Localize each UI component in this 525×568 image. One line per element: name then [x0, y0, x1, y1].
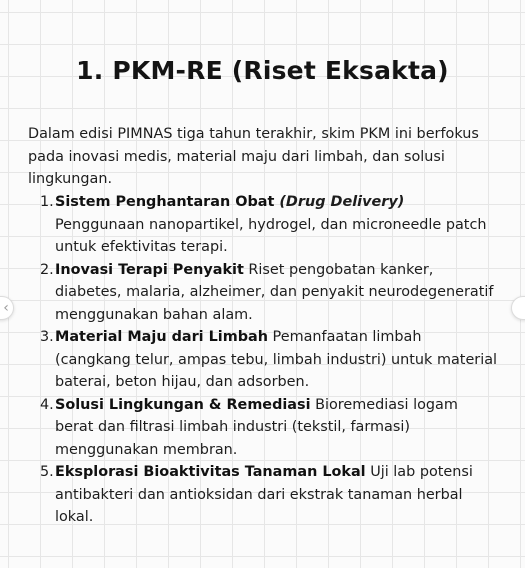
list-item-number: 2. [40, 261, 54, 278]
list-item [28, 259, 498, 327]
list-item-number: 1. [40, 194, 54, 210]
list-item [28, 461, 498, 529]
list-item-number: 3. [40, 329, 54, 345]
research-topic-list [28, 191, 498, 529]
slide-title: 1. PKM-RE (Riset Eksakta) [76, 56, 449, 85]
list-item-description: Uji lab potensi antibakteri dan antioksidan dari ekstrak tanaman herbal lokal. [55, 464, 473, 525]
list-item-title: Material Maju dari Limbah [55, 329, 268, 345]
list-item-title: Inovasi Terapi Penyakit [55, 261, 244, 278]
list-item [28, 191, 498, 259]
list-item-description: Pemanfaatan limbah (cangkang telur, ampas tebu, limbah industri) untuk material baterai, beton hijau, dan adsorben. [55, 329, 498, 390]
list-item-number: 4. [40, 396, 54, 413]
list-item-description: Riset pengobatan kanker, diabetes, malaria, alzheimer, dan penyakit neurodegeneratif menggunakan bahan alam. [55, 261, 494, 323]
prev-slide-button[interactable] [0, 296, 14, 320]
list-item-description: Penggunaan nanopartikel, hydrogel, dan microneedle patch untuk efektivitas terapi. [55, 216, 487, 255]
list-item-title: Solusi Lingkungan & Remediasi [55, 396, 311, 413]
intro-paragraph: Dalam edisi PIMNAS tiga tahun terakhir, skim PKM ini berfokus pada inovasi medis, material maju dari limbah, dan solusi lingkungan. [28, 126, 479, 187]
next-slide-button[interactable] [511, 296, 525, 320]
list-item [28, 394, 498, 462]
list-item-number: 5. [40, 464, 54, 480]
list-item-title-italic: (Drug Delivery) [279, 194, 405, 210]
list-item-title: Sistem Penghantaran Obat [55, 194, 280, 210]
list-item-title: Eksplorasi Bioaktivitas Tanaman Lokal [55, 464, 366, 480]
list-item-description: Bioremediasi logam berat dan filtrasi limbah industri (tekstil, farmasi) menggunakan membran. [55, 396, 458, 458]
chevron-left-icon: ‹ [3, 300, 9, 316]
list-item [28, 326, 498, 394]
